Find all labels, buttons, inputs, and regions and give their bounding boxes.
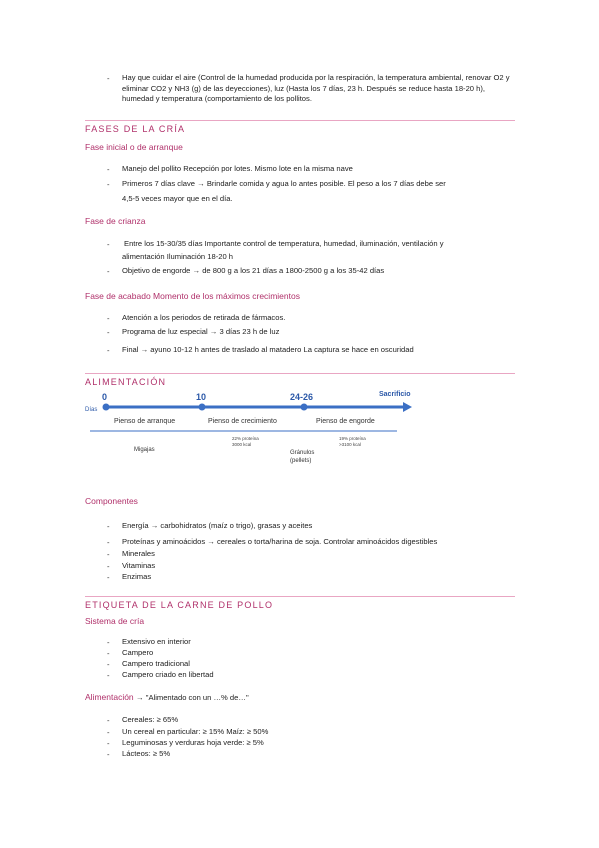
componentes-item: Energía → carbohidratos (maíz o trigo), grasas y aceites bbox=[122, 521, 313, 530]
section-title-alimentacion: ALIMENTACIÓN bbox=[85, 377, 167, 387]
subsection-title-acabado: Fase de acabado Momento de los máximos crecimientos bbox=[85, 291, 300, 301]
bullet-dash: - bbox=[107, 328, 110, 337]
crianza-item: Entre los 15-30/35 días Importante control de temperatura, humedad, iluminación, ventilación y bbox=[124, 239, 444, 248]
arranque-item: 4,5-5 veces mayor que en el día. bbox=[122, 194, 233, 203]
phase-label-arranque: Pienso de arranque bbox=[114, 418, 176, 425]
crianza-item: Objetivo de engorde → de 800 g a los 21 días a 1800-2500 g a los 35-42 días bbox=[122, 266, 385, 275]
timeline-point-0 bbox=[103, 404, 110, 411]
bullet-dash: - bbox=[107, 562, 110, 571]
crecimiento-spec: 22% proteína bbox=[232, 436, 259, 441]
acabado-item: Programa de luz especial → 3 días 23 h de luz bbox=[122, 327, 280, 336]
timeline-point-24-26 bbox=[301, 404, 308, 411]
subsection-title-crianza: Fase de crianza bbox=[85, 216, 146, 226]
bullet-dash: - bbox=[107, 165, 110, 174]
alim-item: Cereales: ≥ 65% bbox=[122, 715, 179, 724]
componentes-item: Proteínas y aminoácidos → cereales o torta/harina de soja. Controlar aminoácidos digestibles bbox=[122, 537, 438, 546]
arranque-item: Manejo del pollito Recepción por lotes. Mismo lote en la misma nave bbox=[122, 164, 353, 173]
sistema-item: Campero tradicional bbox=[122, 659, 190, 668]
sistema-item: Extensivo en interior bbox=[122, 637, 191, 646]
bullet-dash: - bbox=[107, 538, 110, 547]
crianza-item: alimentación Iluminación 18-20 h bbox=[122, 252, 234, 261]
bullet-dash: - bbox=[107, 550, 110, 559]
sistema-item: Campero criado en libertad bbox=[122, 670, 214, 679]
feeding-timeline bbox=[85, 389, 515, 469]
timeline-label-10: 10 bbox=[196, 392, 207, 402]
form-label-migajas: Migajas bbox=[134, 447, 155, 453]
bullet-dash: - bbox=[107, 314, 110, 323]
subsection-title-sistema: Sistema de cría bbox=[85, 616, 145, 626]
crecimiento-spec: 3000 kcal bbox=[232, 442, 252, 447]
engorde-spec: >3100 kcal bbox=[339, 442, 361, 447]
alim-item: Leguminosas y verduras hoja verde: ≥ 5% bbox=[122, 738, 264, 747]
timeline-label-0: 0 bbox=[102, 392, 108, 402]
timeline-start-label: Días bbox=[85, 407, 98, 413]
section-rule bbox=[85, 373, 515, 374]
acabado-item: Final → ayuno 10-12 h antes de traslado al matadero La captura se hace en oscuridad bbox=[122, 345, 414, 354]
bullet-dash: - bbox=[107, 716, 110, 725]
section-title-fases: FASES DE LA CRÍA bbox=[85, 124, 186, 134]
bullet-dash: - bbox=[107, 522, 110, 531]
bullet-dash: - bbox=[107, 671, 110, 680]
componentes-item: Vitaminas bbox=[122, 561, 156, 570]
form-label-granulos: Gránulos (pellets) bbox=[290, 450, 315, 464]
timeline-arrowhead bbox=[403, 402, 412, 412]
alim-item: Un cereal en particular: ≥ 15% Maíz: ≥ 50% bbox=[122, 727, 269, 736]
componentes-item: Minerales bbox=[122, 549, 155, 558]
engorde-spec: 19% proteína bbox=[339, 436, 366, 441]
bullet-dash: - bbox=[107, 267, 110, 276]
timeline-label-24-26: 24-26 bbox=[290, 392, 314, 402]
timeline-point-10 bbox=[199, 404, 206, 411]
intro-bullet-text: Hay que cuidar el aire (Control de la humedad producida por la respiración, la temperatura ambiental, renovar O2 y eliminar CO2 y NH3 (g) de las deyecciones), luz (Hasta los 7 días, 23 h. Después se reduce hasta 18-20 h), humedad y temperatura (comportamiento de los pollitos. bbox=[122, 73, 510, 103]
bullet-dash: - bbox=[107, 573, 110, 582]
phase-label-engorde: Pienso de engorde bbox=[316, 418, 375, 425]
section-rule bbox=[85, 596, 515, 597]
subsection-title-componentes: Componentes bbox=[85, 496, 138, 506]
sistema-item: Campero bbox=[122, 648, 154, 657]
phase-label-crecimiento: Pienso de crecimiento bbox=[208, 418, 277, 425]
section-title-etiqueta: ETIQUETA DE LA CARNE DE POLLO bbox=[85, 600, 274, 610]
bullet-dash: - bbox=[107, 739, 110, 748]
componentes-item: Enzimas bbox=[122, 572, 152, 581]
alimentacion-label-line bbox=[85, 692, 249, 702]
bullet-dash: - bbox=[107, 728, 110, 737]
subsection-title-arranque: Fase inicial o de arranque bbox=[85, 142, 183, 152]
bullet-dash: - bbox=[107, 649, 110, 658]
subsection-title-alimentacion-etiqueta: Alimentación bbox=[85, 692, 134, 702]
alim-item: Lácteos: ≥ 5% bbox=[122, 749, 171, 758]
bullet-dash: - bbox=[107, 74, 110, 83]
bullet-dash: - bbox=[107, 750, 110, 759]
acabado-item: Atención a los periodos de retirada de fármacos. bbox=[122, 313, 286, 322]
section-rule bbox=[85, 120, 515, 121]
alimentacion-label-rest: → "Alimentado con un …% de…" bbox=[136, 693, 249, 702]
bullet-dash: - bbox=[107, 346, 110, 355]
bullet-dash: - bbox=[107, 638, 110, 647]
bullet-dash: - bbox=[107, 240, 110, 249]
bullet-dash: - bbox=[107, 180, 110, 189]
arranque-item: Primeros 7 días clave → Brindarle comida y agua lo antes posible. El peso a los 7 días debe ser bbox=[122, 179, 446, 188]
timeline-label-sacrificio: Sacrificio bbox=[379, 391, 411, 398]
bullet-dash: - bbox=[107, 660, 110, 669]
